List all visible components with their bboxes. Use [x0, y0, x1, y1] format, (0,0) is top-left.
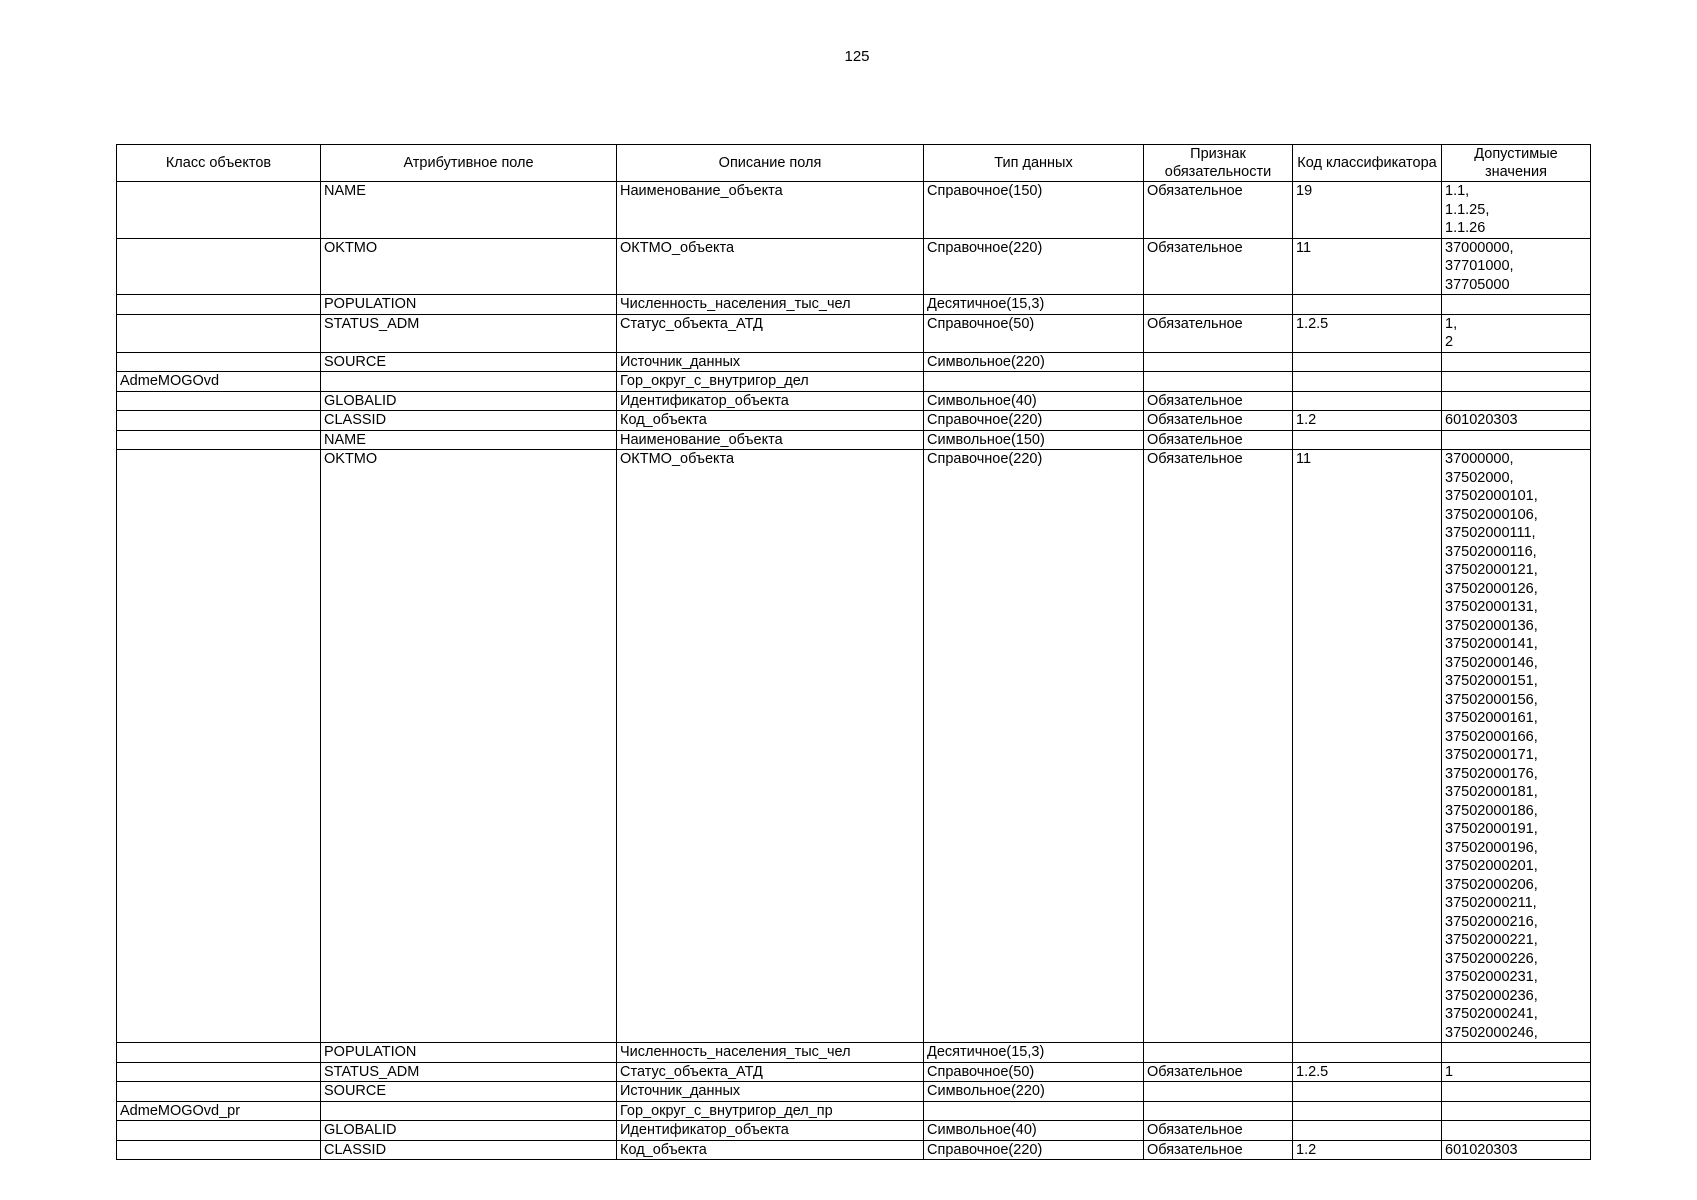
column-header-required-flag: Признак обязательности [1144, 145, 1293, 182]
cell-allowed-values [1442, 295, 1591, 315]
cell-classifier-code [1293, 352, 1442, 372]
cell-required-flag [1144, 352, 1293, 372]
cell-data-type: Символьное(150) [924, 430, 1144, 450]
table-row [117, 182, 1591, 239]
cell-required-flag: Обязательное [1144, 182, 1293, 239]
cell-required-flag [1144, 372, 1293, 392]
cell-object-class: AdmeMOGOvd [117, 372, 321, 392]
table-row [117, 1082, 1591, 1102]
cell-allowed-values [1442, 391, 1591, 411]
cell-classifier-code: 11 [1293, 238, 1442, 295]
cell-allowed-values [1442, 1121, 1591, 1141]
cell-required-flag: Обязательное [1144, 1121, 1293, 1141]
cell-required-flag [1144, 1082, 1293, 1102]
table-body [117, 182, 1591, 1160]
table-row [117, 1140, 1591, 1160]
cell-object-class [117, 411, 321, 431]
column-header-data-type: Тип данных [924, 145, 1144, 182]
cell-classifier-code: 1.2.5 [1293, 314, 1442, 352]
cell-allowed-values [1442, 1101, 1591, 1121]
cell-data-type: Справочное(220) [924, 411, 1144, 431]
cell-data-type [924, 372, 1144, 392]
table-header-row [117, 145, 1591, 182]
cell-data-type: Справочное(50) [924, 314, 1144, 352]
cell-object-class [117, 391, 321, 411]
cell-attribute-field: GLOBALID [321, 391, 617, 411]
cell-data-type: Символьное(40) [924, 1121, 1144, 1141]
cell-classifier-code: 1.2.5 [1293, 1062, 1442, 1082]
cell-required-flag: Обязательное [1144, 314, 1293, 352]
cell-required-flag: Обязательное [1144, 1140, 1293, 1160]
attributes-table [116, 144, 1591, 1160]
table-row [117, 1101, 1591, 1121]
cell-classifier-code [1293, 295, 1442, 315]
page-number: 125 [844, 48, 870, 65]
cell-field-description: ОКТМО_объекта [617, 238, 924, 295]
cell-required-flag [1144, 295, 1293, 315]
cell-allowed-values: 1.1, 1.1.25, 1.1.26 [1442, 182, 1591, 239]
cell-object-class [117, 1121, 321, 1141]
cell-data-type: Справочное(50) [924, 1062, 1144, 1082]
column-header-allowed-values: Допустимые значения [1442, 145, 1591, 182]
table-row [117, 391, 1591, 411]
cell-object-class [117, 352, 321, 372]
cell-classifier-code: 19 [1293, 182, 1442, 239]
cell-attribute-field: OKTMO [321, 238, 617, 295]
cell-data-type: Справочное(220) [924, 450, 1144, 1043]
cell-field-description: Гор_округ_с_внутригор_дел_пр [617, 1101, 924, 1121]
cell-required-flag [1144, 1043, 1293, 1063]
cell-field-description: Идентификатор_объекта [617, 1121, 924, 1141]
cell-attribute-field: NAME [321, 430, 617, 450]
cell-attribute-field: CLASSID [321, 411, 617, 431]
cell-required-flag: Обязательное [1144, 430, 1293, 450]
cell-attribute-field: SOURCE [321, 352, 617, 372]
cell-object-class [117, 1043, 321, 1063]
cell-allowed-values: 601020303 [1442, 1140, 1591, 1160]
cell-required-flag: Обязательное [1144, 411, 1293, 431]
table-row [117, 1121, 1591, 1141]
cell-data-type: Справочное(150) [924, 182, 1144, 239]
cell-field-description: Код_объекта [617, 411, 924, 431]
cell-allowed-values [1442, 352, 1591, 372]
cell-object-class [117, 182, 321, 239]
cell-allowed-values: 37000000, 37502000, 37502000101, 37502000106, 37502000111, 37502000116, 37502000121, 37502000126, 37502000131, 37502000136, 37502000141, 37502000146, 37502000151, 37502000156, 37502000161, 37502000166, 37502000171, 37502000176, 37502000181, 37502000186, 37502000191, 37502000196, 37502000201, 37502000206, 37502000211, 37502000216, 37502000221, 37502000226, 37502000231, 37502000236, 37502000241, 37502000246, [1442, 450, 1591, 1043]
table-row [117, 352, 1591, 372]
cell-attribute-field: POPULATION [321, 1043, 617, 1063]
cell-object-class [117, 238, 321, 295]
cell-allowed-values [1442, 372, 1591, 392]
cell-required-flag: Обязательное [1144, 391, 1293, 411]
cell-field-description: Статус_объекта_АТД [617, 314, 924, 352]
cell-allowed-values: 37000000, 37701000, 37705000 [1442, 238, 1591, 295]
cell-allowed-values: 1 [1442, 1062, 1591, 1082]
cell-field-description: Гор_округ_с_внутригор_дел [617, 372, 924, 392]
cell-classifier-code [1293, 391, 1442, 411]
cell-required-flag: Обязательное [1144, 450, 1293, 1043]
cell-attribute-field [321, 372, 617, 392]
cell-data-type: Справочное(220) [924, 1140, 1144, 1160]
cell-object-class [117, 295, 321, 315]
cell-allowed-values: 601020303 [1442, 411, 1591, 431]
table-row [117, 372, 1591, 392]
cell-allowed-values: 1, 2 [1442, 314, 1591, 352]
cell-attribute-field: POPULATION [321, 295, 617, 315]
cell-field-description: Источник_данных [617, 352, 924, 372]
column-header-field-description: Описание поля [617, 145, 924, 182]
cell-attribute-field: SOURCE [321, 1082, 617, 1102]
cell-field-description: Наименование_объекта [617, 182, 924, 239]
cell-data-type: Десятичное(15,3) [924, 1043, 1144, 1063]
cell-object-class [117, 314, 321, 352]
column-header-object-class: Класс объектов [117, 145, 321, 182]
cell-classifier-code [1293, 1121, 1442, 1141]
cell-attribute-field: STATUS_ADM [321, 1062, 617, 1082]
cell-classifier-code: 1.2 [1293, 1140, 1442, 1160]
cell-field-description: Код_объекта [617, 1140, 924, 1160]
cell-required-flag: Обязательное [1144, 1062, 1293, 1082]
cell-required-flag: Обязательное [1144, 238, 1293, 295]
cell-attribute-field: OKTMO [321, 450, 617, 1043]
table-row [117, 238, 1591, 295]
cell-data-type: Десятичное(15,3) [924, 295, 1144, 315]
cell-classifier-code [1293, 430, 1442, 450]
table-row [117, 450, 1591, 1043]
cell-data-type: Символьное(40) [924, 391, 1144, 411]
cell-attribute-field: STATUS_ADM [321, 314, 617, 352]
cell-required-flag [1144, 1101, 1293, 1121]
cell-attribute-field: GLOBALID [321, 1121, 617, 1141]
cell-classifier-code: 1.2 [1293, 411, 1442, 431]
cell-classifier-code [1293, 1082, 1442, 1102]
cell-classifier-code [1293, 372, 1442, 392]
cell-object-class [117, 450, 321, 1043]
table-row [117, 314, 1591, 352]
cell-classifier-code: 11 [1293, 450, 1442, 1043]
cell-field-description: ОКТМО_объекта [617, 450, 924, 1043]
cell-allowed-values [1442, 1043, 1591, 1063]
table-row [117, 295, 1591, 315]
cell-data-type: Символьное(220) [924, 1082, 1144, 1102]
cell-data-type [924, 1101, 1144, 1121]
cell-object-class [117, 1082, 321, 1102]
table-row [117, 1062, 1591, 1082]
cell-classifier-code [1293, 1101, 1442, 1121]
cell-field-description: Наименование_объекта [617, 430, 924, 450]
cell-object-class [117, 430, 321, 450]
cell-attribute-field [321, 1101, 617, 1121]
cell-object-class [117, 1062, 321, 1082]
column-header-attribute-field: Атрибутивное поле [321, 145, 617, 182]
cell-classifier-code [1293, 1043, 1442, 1063]
cell-allowed-values [1442, 430, 1591, 450]
cell-field-description: Численность_населения_тыс_чел [617, 1043, 924, 1063]
cell-object-class: AdmeMOGOvd_pr [117, 1101, 321, 1121]
cell-field-description: Идентификатор_объекта [617, 391, 924, 411]
cell-data-type: Символьное(220) [924, 352, 1144, 372]
cell-field-description: Численность_населения_тыс_чел [617, 295, 924, 315]
table-row [117, 1043, 1591, 1063]
cell-data-type: Справочное(220) [924, 238, 1144, 295]
cell-field-description: Источник_данных [617, 1082, 924, 1102]
cell-field-description: Статус_объекта_АТД [617, 1062, 924, 1082]
table-row [117, 411, 1591, 431]
cell-attribute-field: NAME [321, 182, 617, 239]
column-header-classifier-code: Код классификатора [1293, 145, 1442, 182]
cell-allowed-values [1442, 1082, 1591, 1102]
cell-attribute-field: CLASSID [321, 1140, 617, 1160]
cell-object-class [117, 1140, 321, 1160]
table-row [117, 430, 1591, 450]
